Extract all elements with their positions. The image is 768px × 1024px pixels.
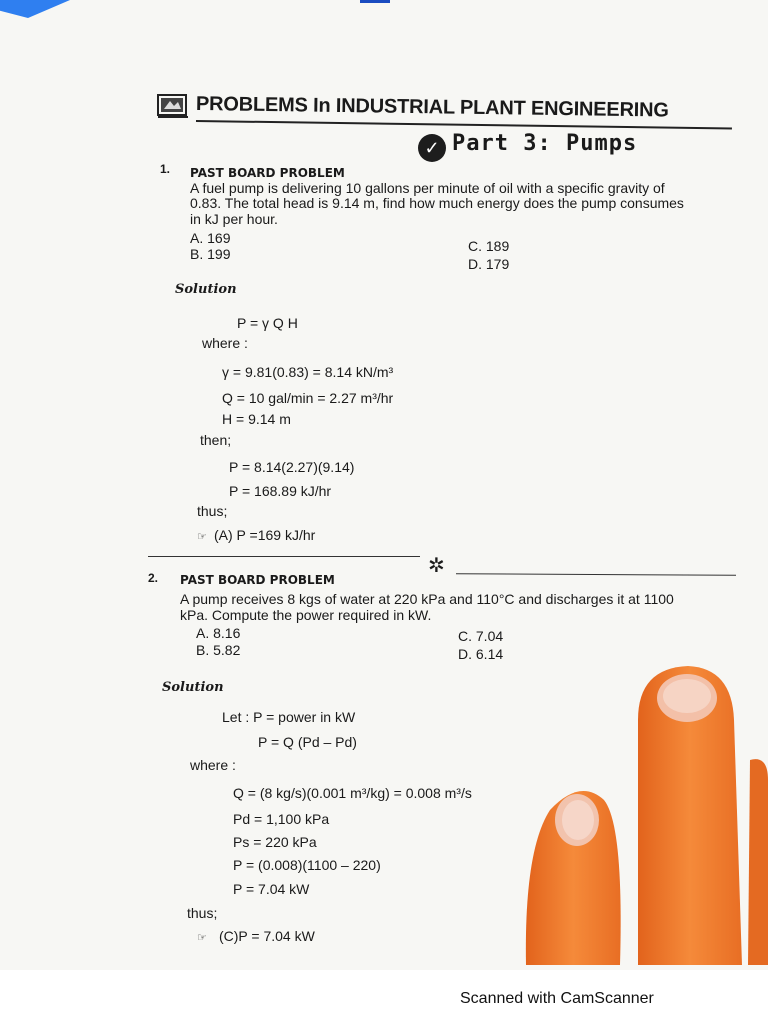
problem-1-number: 1.	[160, 162, 171, 176]
problem-2-option-b: B. 5.82	[196, 642, 241, 658]
problem-1-eq-9: thus;	[197, 503, 228, 519]
problem-1-eq-8: P = 168.89 kJ/hr	[229, 483, 332, 499]
problem-1-answer: (A) P =169 kJ/hr	[214, 527, 316, 543]
problem-1-option-d: D. 179	[468, 256, 510, 272]
section-divider-right	[456, 573, 736, 575]
problem-1-answer-pointer-icon: ☞	[197, 531, 207, 543]
problem-2-option-a: A. 8.16	[196, 625, 241, 641]
problem-1-eq-3: γ = 9.81(0.83) = 8.14 kN/m³	[222, 364, 394, 380]
problem-1-eq-6: then;	[200, 432, 232, 448]
header-title: PROBLEMS In INDUSTRIAL PLANT ENGINEERING	[195, 93, 669, 122]
problem-2-eq-4: Q = (8 kg/s)(0.001 m³/kg) = 0.008 m³/s	[233, 785, 472, 801]
problem-1-eq-2: where :	[202, 335, 248, 351]
problem-1-eq-7: P = 8.14(2.27)(9.14)	[229, 459, 355, 475]
problem-2-option-c: C. 7.04	[458, 628, 504, 644]
problem-2-answer-pointer-icon: ☞	[197, 932, 207, 944]
problem-1-statement-line-2: 0.83. The total head is 9.14 m, find how much energy does the pump consumes	[190, 195, 684, 211]
problem-2-eq-3: where :	[190, 757, 236, 773]
problem-1-eq-4: Q = 10 gal/min = 2.27 m³/hr	[222, 390, 394, 406]
problem-1-label: PAST BOARD PROBLEM	[190, 166, 345, 180]
problem-2-eq-5: Pd = 1,100 kPa	[233, 811, 330, 827]
divider-ornament-icon: ✲	[428, 555, 445, 577]
problem-1-eq-5: H = 9.14 m	[222, 411, 291, 427]
problem-1-option-c: C. 189	[468, 238, 510, 254]
problem-1-statement-line-3: in kJ per hour.	[190, 211, 278, 227]
problem-2-eq-8: P = 7.04 kW	[233, 881, 310, 897]
problem-2-eq-7: P = (0.008)(1100 – 220)	[233, 857, 381, 873]
problem-2-eq-6: Ps = 220 kPa	[233, 834, 317, 850]
problem-2-eq-1: Let : P = power in kW	[222, 709, 356, 725]
problem-2-label: PAST BOARD PROBLEM	[180, 573, 335, 587]
problem-2-eq-2: P = Q (Pd – Pd)	[258, 734, 357, 750]
problem-2-number: 2.	[148, 571, 159, 585]
problem-1-solution-label: Solution	[175, 282, 237, 297]
book-icon	[156, 91, 190, 119]
problem-2-answer: (C)P = 7.04 kW	[219, 928, 315, 944]
problem-1-option-a: A. 169	[190, 230, 231, 246]
problem-2-solution-label: Solution	[162, 680, 224, 695]
problem-2-option-d: D. 6.14	[458, 646, 504, 662]
problem-1-eq-1: P = γ Q H	[237, 315, 298, 331]
problem-2-statement-line-2: kPa. Compute the power required in kW.	[180, 607, 432, 623]
problem-1-option-b: B. 199	[190, 246, 231, 262]
finger-overlay-image	[520, 660, 768, 965]
check-icon: ✓	[418, 134, 446, 162]
section-divider-left	[148, 556, 420, 557]
scanner-watermark: Scanned with CamScanner	[460, 990, 654, 1007]
problem-1-statement-line-1: A fuel pump is delivering 10 gallons per minute of oil with a specific gravity of	[190, 180, 665, 196]
part-title: Part 3: Pumps	[452, 131, 638, 156]
corner-mark	[0, 0, 70, 18]
top-edge-mark	[360, 0, 390, 3]
problem-2-eq-9: thus;	[187, 905, 218, 921]
problem-2-statement-line-1: A pump receives 8 kgs of water at 220 kPa and 110°C and discharges it at 1100	[180, 591, 674, 607]
